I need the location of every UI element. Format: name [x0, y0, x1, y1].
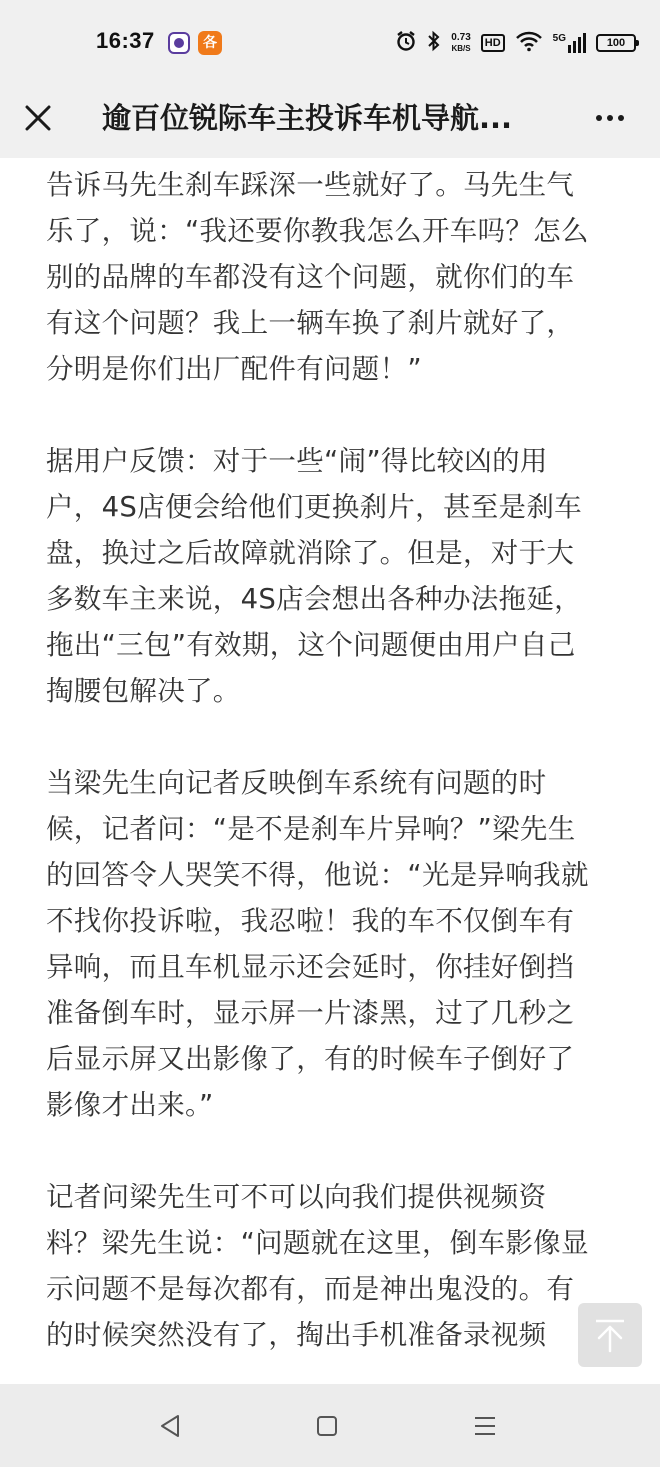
paragraph-line: 料？梁先生说：“问题就在这里，倒车影像显	[46, 1227, 589, 1259]
status-bar	[0, 0, 660, 88]
back-to-top-button[interactable]	[578, 1303, 642, 1367]
paragraph-line: 记者问梁先生可不可以向我们提供视频资	[46, 1181, 547, 1213]
paragraph-line: 影像才出来。”	[46, 1089, 214, 1121]
paragraph-line: 示问题不是每次都有，而是神出鬼没的。有	[46, 1273, 575, 1305]
paragraph-line: 告诉马先生刹车踩深一些就好了。马先生气	[46, 169, 575, 201]
signal-label: 5G	[552, 33, 566, 44]
paragraph-line: 有这个问题？我上一辆车换了刹片就好了，	[46, 307, 575, 339]
status-time: 16:37	[96, 28, 155, 53]
paragraph-line: 异响，而且车机显示还会延时，你挂好倒挡	[46, 951, 575, 983]
paragraph-line: 拖出“三包”有效期，这个问题便由用户自己	[46, 629, 576, 661]
cellular-signal-icon	[553, 33, 586, 53]
battery-icon: 100	[596, 34, 636, 52]
nav-back-button[interactable]	[150, 1406, 190, 1446]
app-notification-icon	[168, 32, 190, 54]
paragraph-line: 多数车主来说，4S店会想出各种办法拖延，	[46, 583, 582, 615]
more-options-button[interactable]	[586, 98, 634, 138]
network-speed	[451, 32, 470, 54]
app-notification-icon-orange: 各	[198, 31, 222, 55]
hd-badge: HD	[481, 34, 505, 52]
article-paragraph	[46, 438, 621, 714]
paragraph-line: 不找你投诉啦，我忍啦！我的车不仅倒车有	[46, 905, 575, 937]
paragraph-line: 分明是你们出厂配件有问题！”	[46, 353, 422, 385]
paragraph-line: 乐了，说：“我还要你教我怎么开车吗？怎么	[46, 215, 589, 247]
article-paragraph	[46, 760, 621, 1128]
paragraph-line: 户，4S店便会给他们更换刹片，甚至是刹车	[46, 491, 582, 523]
wifi-icon	[515, 30, 543, 56]
paragraph-line: 掏腰包解决了。	[46, 675, 241, 707]
square-home-icon	[315, 1414, 339, 1438]
alarm-icon	[395, 30, 417, 56]
network-speed-value: 0.73	[451, 32, 471, 43]
article-paragraph	[46, 162, 621, 392]
paragraph-line: 的回答令人哭笑不得，他说：“光是异响我就	[46, 859, 589, 891]
article-paragraph	[46, 1174, 621, 1358]
close-button[interactable]	[18, 98, 58, 138]
paragraph-line: 盘，换过之后故障就消除了。但是，对于大	[46, 537, 575, 569]
system-navigation-bar	[0, 1384, 660, 1467]
close-icon	[23, 103, 53, 133]
nav-home-button[interactable]	[307, 1406, 347, 1446]
network-speed-unit: KB/S	[451, 44, 471, 53]
arrow-up-icon	[590, 1315, 630, 1355]
paragraph-line: 准备倒车时，显示屏一片漆黑，过了几秒之	[46, 997, 575, 1029]
paragraph-line: 后显示屏又出影像了，有的时候车子倒好了	[46, 1043, 575, 1075]
title-bar	[0, 88, 660, 158]
paragraph-line: 当梁先生向记者反映倒车系统有问题的时	[46, 767, 547, 799]
more-icon-dot	[607, 115, 613, 121]
triangle-back-icon	[158, 1413, 182, 1439]
more-icon-dot	[618, 115, 624, 121]
paragraph-line: 据用户反馈：对于一些“闹”得比较凶的用	[46, 445, 548, 477]
status-icons	[395, 28, 636, 58]
more-icon	[596, 115, 602, 121]
page-title: 逾百位锐际车主投诉车机导航...	[102, 101, 513, 135]
bluetooth-icon	[427, 30, 441, 56]
article-body[interactable]	[46, 162, 621, 1384]
menu-lines-icon	[472, 1414, 498, 1438]
paragraph-line: 候，记者问：“是不是刹车片异响？”梁先生	[46, 813, 576, 845]
paragraph-line: 别的品牌的车都没有这个问题，就你们的车	[46, 261, 575, 293]
nav-menu-button[interactable]	[465, 1406, 505, 1446]
paragraph-line: 的时候突然没有了，掏出手机准备录视频	[46, 1319, 547, 1351]
